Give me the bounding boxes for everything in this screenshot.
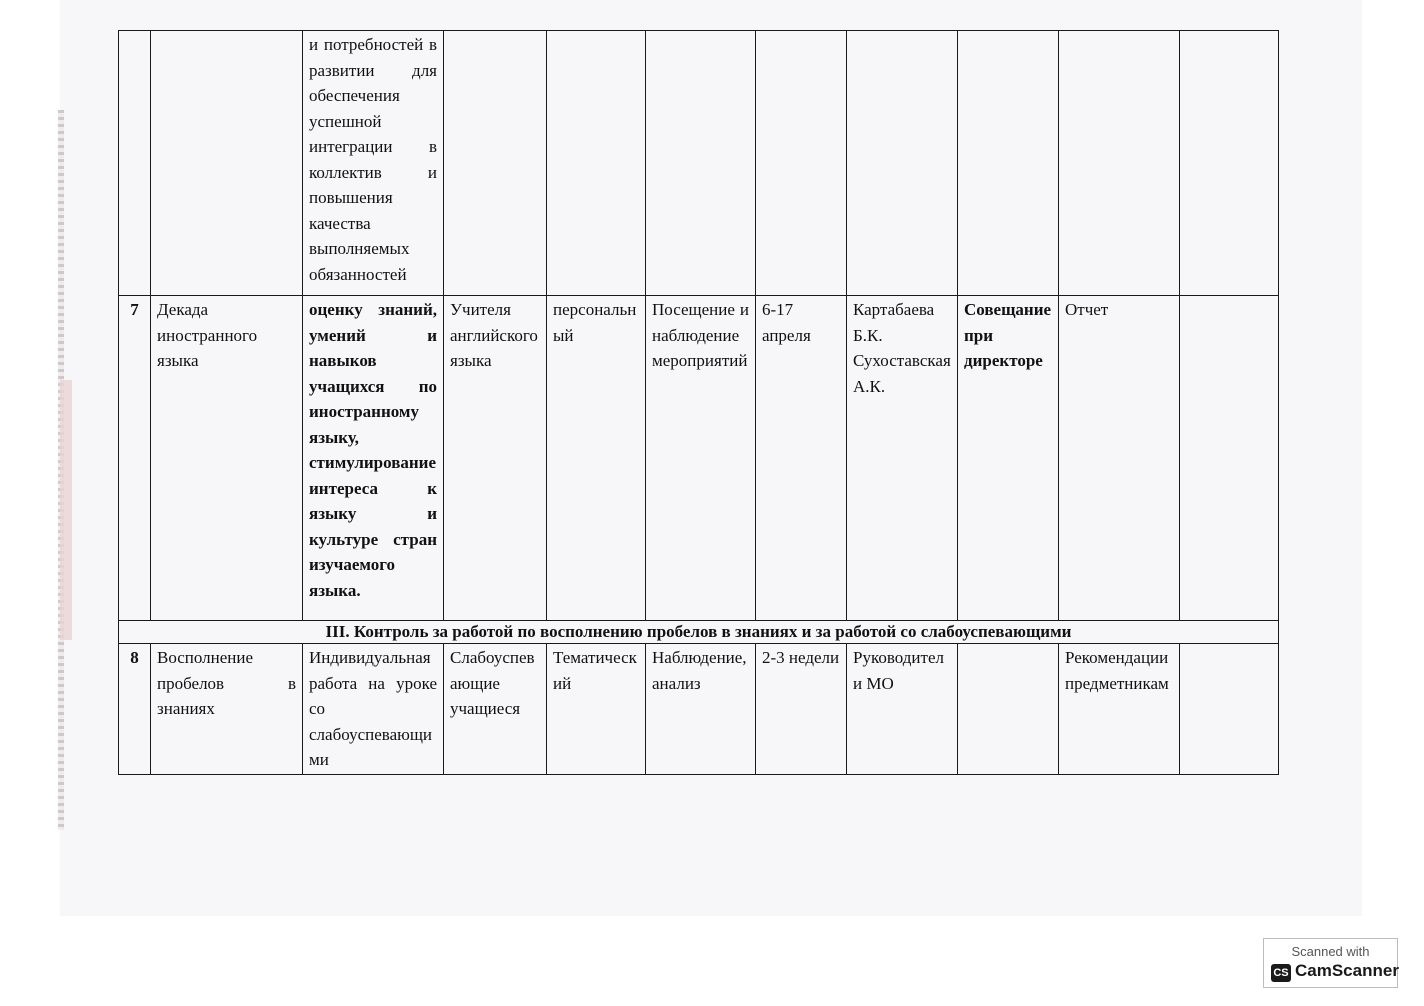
table-row [119,644,1279,775]
cell-type [547,31,646,296]
cell-num [119,31,151,296]
camscanner-logo-icon: CS [1271,964,1291,982]
cell-where: Совещание при директоре [958,296,1059,621]
cell-goal: оценку знаний, умений и навыков учащихся по иностранному языку, стимулирование интереса к языку и культуре стран изучаемого языка. [303,296,444,621]
page-stain [60,380,72,640]
cell-topic: Восполнение пробелов в знаниях [151,644,303,775]
cell-topic [151,31,303,296]
section-row [119,621,1279,644]
cell-date: 2-3 недели [756,644,847,775]
cell-result: Рекомендации предметникам [1059,644,1180,775]
control-plan-table [118,30,1279,775]
cell-goal: Индивидуальная работа на уроке со слабоуспевающими [303,644,444,775]
cell-responsible: Руководители МО [847,644,958,775]
camscanner-brand: CamScanner [1295,961,1399,980]
cell-date [756,31,847,296]
cell-result [1059,31,1180,296]
cell-object: Слабоуспевающие учащиеся [444,644,547,775]
cell-where [958,31,1059,296]
cell-object [444,31,547,296]
scanned-with-label: Scanned with [1291,944,1370,959]
cell-extra [1180,31,1279,296]
camscanner-watermark [1263,938,1398,988]
cell-goal: и потребностей в развитии для обеспечения успешной интеграции в коллектив и повышения качества выполняемых обязанностей [303,31,444,296]
cell-responsible [847,31,958,296]
cell-method: Наблюдение, анализ [646,644,756,775]
cell-extra [1180,296,1279,621]
cell-type: Тематический [547,644,646,775]
cell-responsible: Картабаева Б.К. Сухоставская А.К. [847,296,958,621]
cell-method: Посещение и наблюдение мероприятий [646,296,756,621]
cell-num: 7 [119,296,151,621]
cell-result: Отчет [1059,296,1180,621]
cell-num: 8 [119,644,151,775]
table-row [119,296,1279,621]
cell-date: 6-17 апреля [756,296,847,621]
cell-extra [1180,644,1279,775]
cell-type: персональный [547,296,646,621]
cell-object: Учителя английского языка [444,296,547,621]
cell-topic: Декада иностранного языка [151,296,303,621]
section-title: III. Контроль за работой по восполнению пробелов в знаниях и за работой со слабоуспевающими [119,621,1279,644]
cell-where [958,644,1059,775]
table-row [119,31,1279,296]
cell-method [646,31,756,296]
